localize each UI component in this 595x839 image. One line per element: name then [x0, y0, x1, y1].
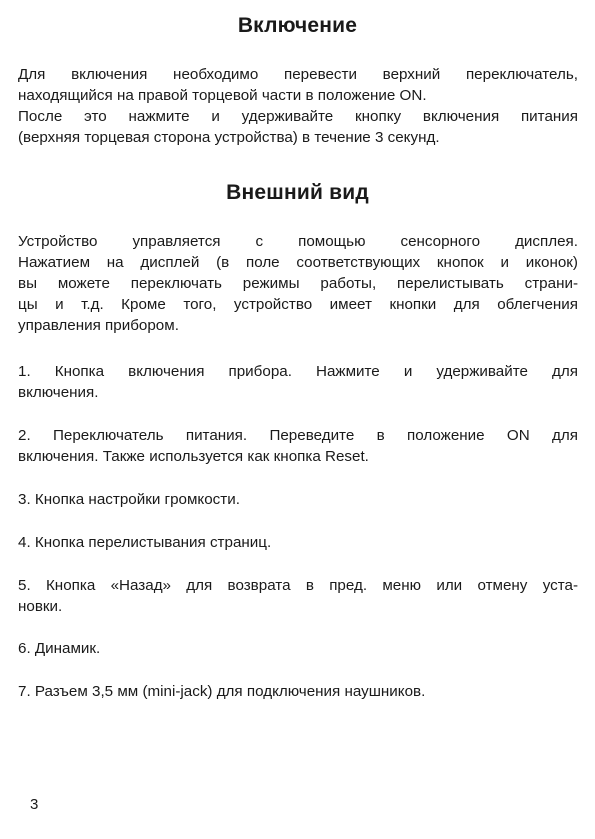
text-line: включения. Также используется как кнопка Reset. — [18, 448, 369, 465]
text-line: Устройство управляется с помощью сенсорного дисплея. — [18, 233, 578, 250]
list-item-back-button — [18, 575, 578, 617]
list-item-volume-button — [18, 489, 578, 510]
text-line: После это нажмите и удерживайте кнопку включения питания — [18, 108, 578, 125]
page-number: 3 — [30, 796, 39, 813]
list-item-headphone-jack — [18, 681, 578, 702]
text-line: вы можете переключать режимы работы, перелистывать страни- — [18, 275, 578, 292]
text-line: 4. Кнопка перелистывания страниц. — [18, 534, 272, 551]
text-line: 6. Динамик. — [18, 640, 101, 657]
text-line: Нажатием на дисплей (в поле соответствующих кнопок и иконок) — [18, 254, 578, 271]
list-item-power-switch — [18, 425, 578, 467]
list-item-power-button — [18, 361, 578, 403]
text-line: управления прибором. — [18, 317, 179, 334]
list-item-speaker — [18, 638, 578, 659]
text-line: Для включения необходимо перевести верхний переключатель, — [18, 66, 578, 83]
section-title-power-on: Включение — [237, 14, 358, 37]
text-line: 3. Кнопка настройки громкости. — [18, 491, 240, 508]
text-line: 1. Кнопка включения прибора. Нажмите и удерживайте для — [18, 363, 578, 380]
text-line: новки. — [18, 598, 63, 615]
text-line: включения. — [18, 384, 99, 401]
text-line: (верхняя торцевая сторона устройства) в течение 3 секунд. — [18, 129, 440, 146]
text-line: 7. Разъем 3,5 мм (mini-jack) для подключения наушников. — [18, 683, 426, 700]
text-line: находящийся на правой торцевой части в положение ON. — [18, 87, 427, 104]
text-line: 2. Переключатель питания. Переведите в положение ON для — [18, 427, 578, 444]
text-line: 5. Кнопка «Назад» для возврата в пред. меню или отмену уста- — [18, 577, 578, 594]
paragraph-power-on — [18, 64, 578, 148]
list-item-page-button — [18, 532, 578, 553]
paragraph-appearance-intro — [18, 231, 578, 336]
section-title-appearance: Внешний вид — [226, 181, 369, 204]
text-line: цы и т.д. Кроме того, устройство имеет кнопки для облегчения — [18, 296, 578, 313]
